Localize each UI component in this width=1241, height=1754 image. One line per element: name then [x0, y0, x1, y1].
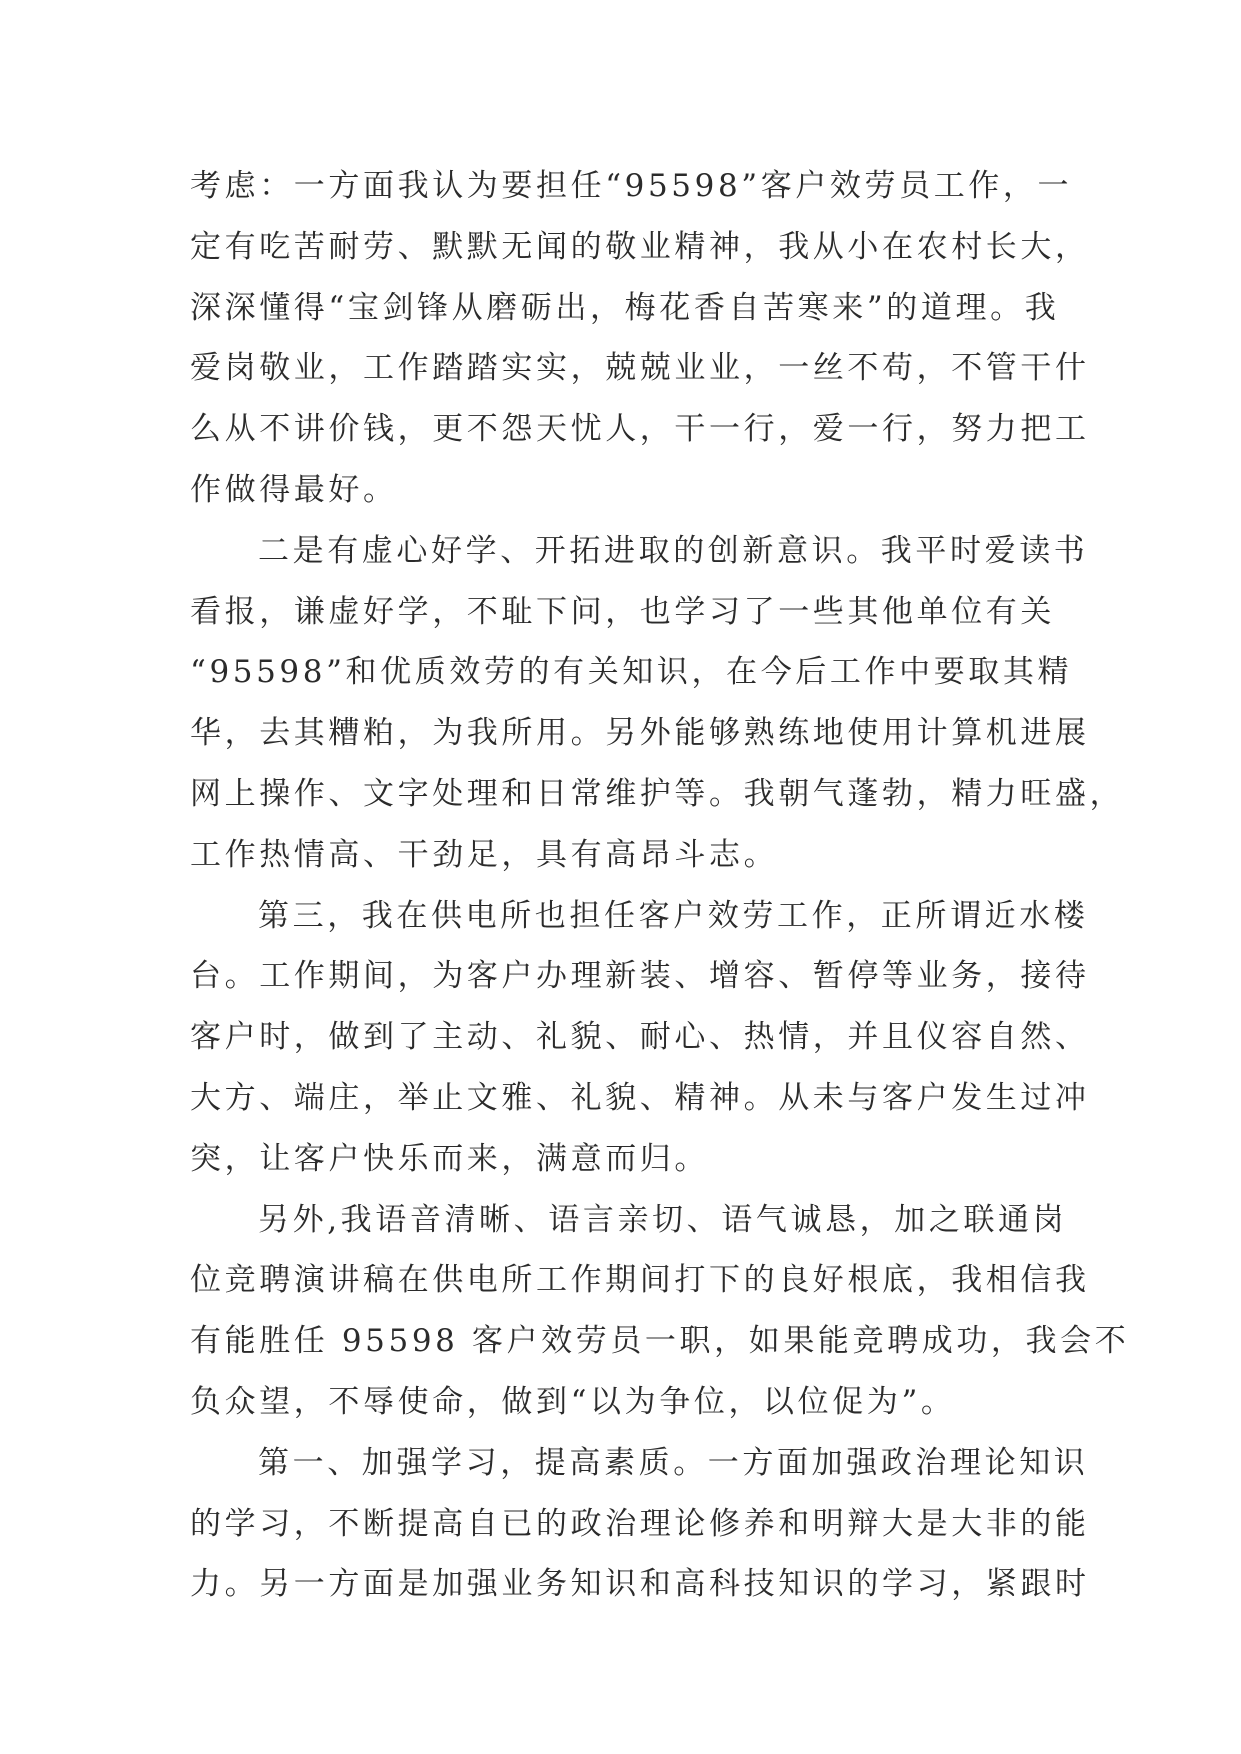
text-line: 有能胜任 95598 客户效劳员一职，如果能竞聘成功，我会不: [190, 1323, 1130, 1360]
text-line: 考虑：一方面我认为要担任“95598”客户效劳员工作，一: [190, 168, 1073, 204]
paragraph-first-line: 第一、加强学习，提高素质。一方面加强政治理论知识: [258, 1444, 1089, 1481]
text-line: 爱岗敬业，工作踏踏实实，兢兢业业，一丝不苟，不管干什: [190, 350, 1090, 387]
text-line: 作做得最好。: [190, 471, 398, 508]
text-line: 客户时，做到了主动、礼貌、耐心、热情，并且仪容自然、: [190, 1019, 1090, 1056]
paragraph-first-line: 另外,我语音清晰、语言亲切、语气诚恳，加之联通岗: [258, 1201, 1068, 1238]
paragraph-first-line: 第三，我在供电所也担任客户效劳工作，正所谓近水楼: [258, 897, 1089, 934]
text-line: 的学习，不断提高自已的政治理论修养和明辩大是大非的能: [190, 1505, 1090, 1542]
text-line: 台。工作期间，为客户办理新装、增容、暂停等业务，接待: [190, 958, 1090, 995]
text-line: 力。另一方面是加强业务知识和高科技知识的学习，紧跟时: [190, 1566, 1090, 1603]
text-line: 华，去其糟粕，为我所用。另外能够熟练地使用计算机进展: [190, 715, 1090, 752]
text-line: 突，让客户快乐而来，满意而归。: [190, 1140, 709, 1177]
text-line: “95598”和优质效劳的有关知识，在今后工作中要取其精: [190, 654, 1073, 691]
text-line: 深深懂得“宝剑锋从磨砺出，梅花香自苦寒来”的道理。我: [190, 289, 1060, 326]
text-line: 看报，谦虚好学，不耻下问，也学习了一些其他单位有关: [190, 593, 1055, 630]
document-body: [190, 156, 1130, 1615]
text-line: 么从不讲价钱，更不怨天忧人，干一行，爱一行，努力把工: [190, 411, 1090, 448]
text-line: 网上操作、文字处理和日常维护等。我朝气蓬勃，精力旺盛，: [190, 775, 1125, 812]
text-line: 负众望，不辱使命，做到“以为争位，以位促为”。: [190, 1383, 956, 1420]
text-line: 位竞聘演讲稿在供电所工作期间打下的良好根底，我相信我: [190, 1262, 1090, 1299]
paragraph-first-line: 二是有虚心好学、开拓进取的创新意识。我平时爱读书: [258, 532, 1089, 569]
text-line: 定有吃苦耐劳、默默无闻的敬业精神，我从小在农村长大，: [190, 228, 1090, 265]
text-line: 工作热情高、干劲足，具有高昂斗志。: [190, 836, 779, 873]
text-line: 大方、端庄，举止文雅、礼貌、精神。从未与客户发生过冲: [190, 1079, 1090, 1116]
